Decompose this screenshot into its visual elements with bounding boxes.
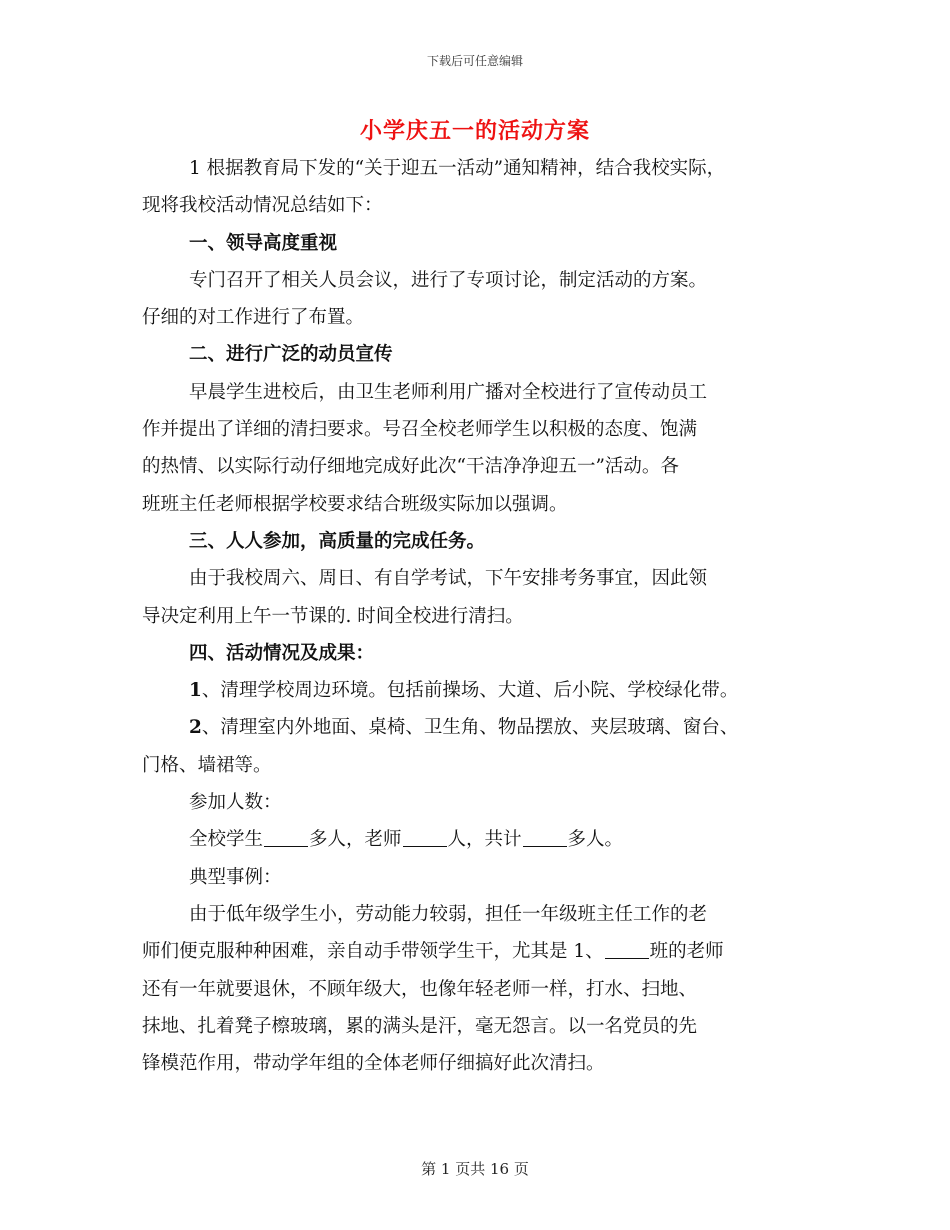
section-heading-2: 二、进行广泛的动员宣传 [189, 344, 393, 366]
participants-text-c: 人，共计 [447, 829, 522, 851]
participants-text-b: 多人，老师 [309, 829, 402, 851]
example-line-5: 锋模范作用，带动学年组的全体老师仔细搞好此次清扫。 [142, 1053, 605, 1075]
blank-field-total [523, 828, 567, 847]
document-title: 小学庆五一的活动方案 [359, 118, 590, 144]
section-heading-3: 三、人人参加，高质量的完成任务。 [189, 530, 486, 552]
section2-line-4: 班班主任老师根据学校要求结合班级实际加以强调。 [142, 493, 568, 515]
example-label: 典型事例： [189, 866, 282, 888]
list-item-1-number: 1 [189, 680, 202, 702]
list-item-2-number: 2 [189, 717, 202, 739]
section2-line-3: 的热情、以实际行动仔细地完成好此次“干洁净净迎五一”活动。各 [142, 456, 679, 478]
intro-line-2: 现将我校活动情况总结如下： [142, 195, 383, 217]
list-item-1-text: 、清理学校周边环境。包括前操场、大道、后小院、学校绿化带。 [201, 680, 739, 702]
participants-text-d: 多人。 [567, 829, 624, 851]
example-line-3: 还有一年就要退休，不顾年级大，也像年轻老师一样，打水、扫地、 [142, 978, 698, 1000]
participants-text-a: 全校学生 [189, 829, 264, 851]
section2-line-2: 作并提出了详细的清扫要求。号召全校老师学生以积极的态度、饱满 [142, 419, 698, 441]
document-body [142, 150, 832, 1082]
list-item-2 [142, 709, 832, 746]
section3-line-2: 导决定利用上午一节课的. 时间全校进行清扫。 [142, 605, 524, 627]
blank-field-class [605, 940, 649, 959]
page-footer: 第 1 页共 16 页 [421, 1160, 529, 1178]
header-note: 下载后可任意编辑 [426, 54, 523, 68]
section1-line-1: 专门召开了相关人员会议，进行了专项讨论，制定活动的方案。 [189, 269, 708, 291]
participants-label: 参加人数： [189, 792, 282, 814]
section1-line-2: 仔细的对工作进行了布置。 [142, 307, 365, 329]
list-item-2-text: 、清理室内外地面、桌椅、卫生角、物品摆放、夹层玻璃、窗台、 [201, 717, 739, 739]
section3-line-1: 由于我校周六、周日、有自学考试，下午安排考务事宜，因此领 [189, 568, 708, 590]
example-line-4: 抹地、扎着凳子檫玻璃，累的满头是汗，毫无怨言。以一名党员的先 [142, 1015, 698, 1037]
example-line-2-text-a: 师们便克服种种困难，亲自动手带领学生干，尤其是 1、 [142, 941, 604, 963]
section-heading-4: 四、活动情况及成果： [189, 642, 375, 664]
blank-field-teachers [403, 828, 447, 847]
intro-line-1: 1 根据教育局下发的“关于迎五一活动”通知精神，结合我校实际， [189, 158, 726, 179]
section2-line-1: 早晨学生进校后，由卫生老师利用广播对全校进行了宣传动员工 [189, 381, 708, 403]
list-item-1 [142, 672, 832, 709]
example-line-2-text-b: 班的老师 [649, 941, 724, 963]
example-line-2 [142, 933, 832, 970]
section-heading-1: 一、领导高度重视 [189, 232, 338, 254]
participants-line [142, 821, 832, 858]
list-item-2-continuation: 门格、墙裙等。 [142, 754, 272, 776]
blank-field-students [264, 828, 308, 847]
example-line-1: 由于低年级学生小，劳动能力较弱，担任一年级班主任工作的老 [189, 903, 708, 925]
